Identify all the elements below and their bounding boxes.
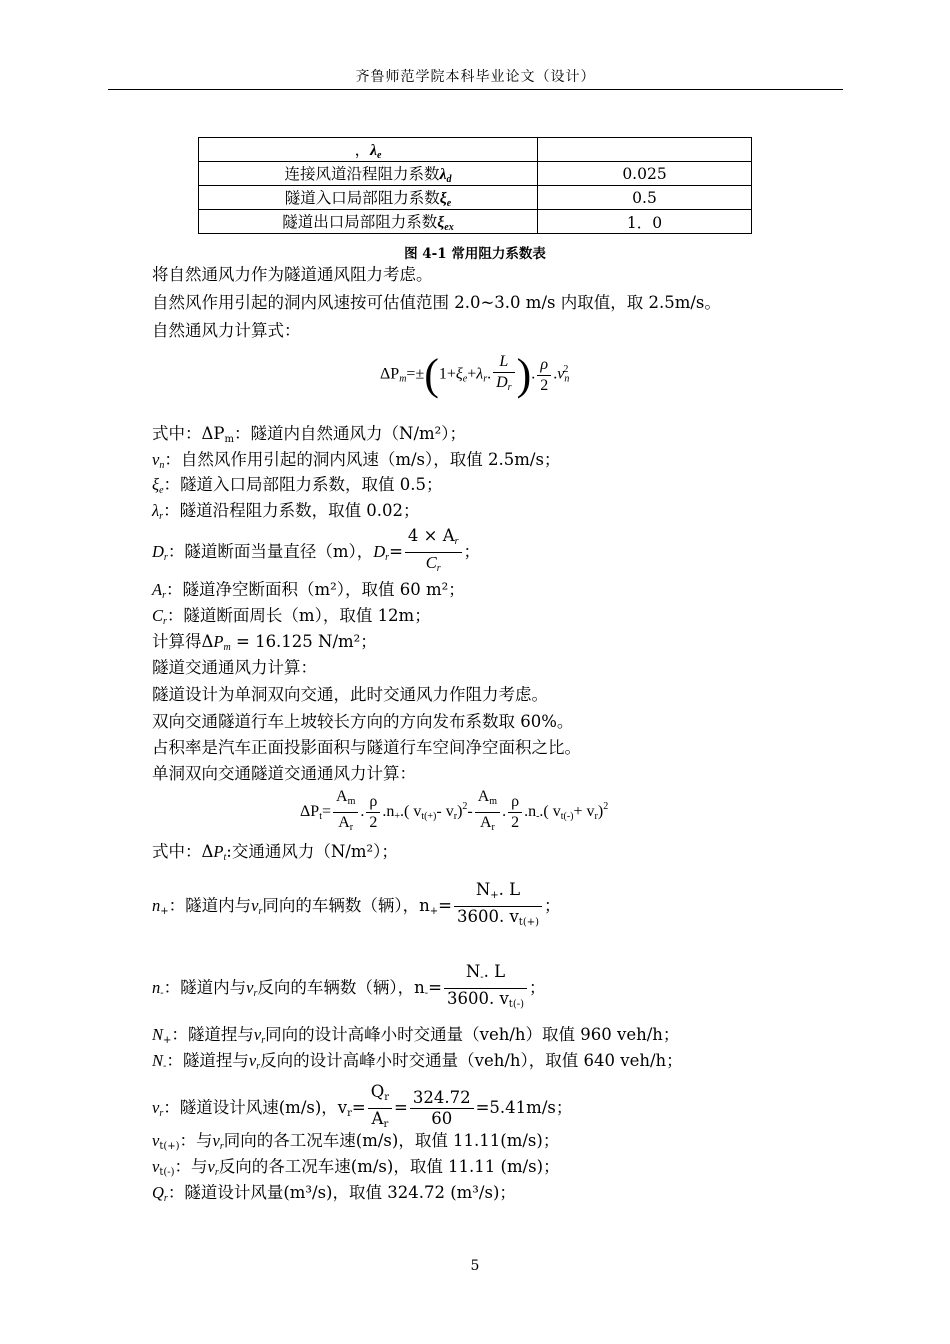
traffic-ventilation-formula: $\Delta P_t=$ $\frac{A_m}{A_r}$ . $\frac{\rho}{2}$ $.n_+$.( $v_{t(+)}-$ $v_r)^2-$ $\frac{A_m}{A_r}$ . $\frac{\rho}{2}$ $.n_-$.( $v_{t(-)}+ v_r)^2$ [300, 788, 609, 833]
definition-line: $\lambda_r$：隧道沿程阻力系数，取值 0.02； [152, 501, 420, 522]
definition-line: $N_+$：隧道捏与$v_r$同向的设计高峰小时交通量（veh/h）取值 960 veh/h； [152, 1025, 680, 1046]
paragraph: 双向交通隧道行车上坡较长方向的方向发布系数取 60%。 [152, 712, 574, 731]
natural-ventilation-formula: $\Delta P_m=\pm(1+\xi_e+\lambda_r$. $\frac{L}{D_r}$ ). $\frac{\rho}{2}$ $.v_n^2$ [380, 350, 570, 399]
definition-line: $v_{t(-)}$：与$v_r$反向的各工况车速(m/s)，取值 11.11 (m/s)； [152, 1157, 560, 1178]
page-header: 齐鲁师范学院本科毕业论文（设计） [355, 69, 596, 85]
header-rule [108, 89, 843, 90]
definition-line: $\xi_e$：隧道入口局部阻力系数，取值 0.5； [152, 475, 443, 496]
definition-line: $v_r$：隧道设计风速(m/s)，$v_r=$ $\frac{Q_r}{A_r}$ = $\frac{324.72}{60}$ =5.41m/s； [152, 1082, 573, 1130]
table-cell-label: 隧道出口局部阻力系数$\xi_{ex}$ [199, 210, 538, 234]
definition-line: $n_+$：隧道内与$v_r$同向的车辆数（辆），$n_+=$ $\frac{N_+. L}{3600. v_{t(+)}}$ ； [152, 880, 561, 928]
table-row [199, 138, 752, 162]
paragraph: 自然通风力计算式： [152, 321, 301, 340]
definition-line: 式中：$\Delta P_t$:交通通风力（N/m²）； [152, 842, 398, 863]
table-cell-value [538, 138, 752, 162]
table-cell-value: 0.025 [538, 162, 752, 186]
paragraph: 将自然通风力作为隧道通风阻力考虑。 [152, 265, 433, 284]
paragraph: 隧道交通通风力计算： [152, 658, 317, 677]
paragraph: 单洞双向交通隧道交通通风力计算： [152, 764, 416, 783]
paragraph: 隧道设计为单洞双向交通，此时交通风力作阻力考虑。 [152, 685, 548, 704]
paragraph: 自然风作用引起的洞内风速按可估值范围 2.0~3.0 m/s 内取值，取 2.5m/s。 [152, 293, 721, 312]
definition-line: $v_{t(+)}$：与$v_r$同向的各工况车速(m/s)，取值 11.11(m/s)； [152, 1131, 560, 1152]
definition-line: 计算得$\Delta P_m = 16.125$ N/m²； [152, 632, 377, 653]
definition-line: $A_r$：隧道净空断面积（m²），取值 60 m²； [152, 580, 465, 601]
definition-line: $n_-$：隧道内与$v_r$反向的车辆数（辆），$n_-=$ $\frac{N_-. L}{3600. v_{t(-)}}$ ； [152, 962, 546, 1010]
page-number: 5 [470, 1258, 480, 1274]
definition-line: $Q_r$：隧道设计风量(m³/s)，取值 324.72 (m³/s)； [152, 1183, 516, 1204]
definition-line: $C_r$：隧道断面周长（m），取值 12m； [152, 606, 431, 627]
table-cell-value: 0.5 [538, 186, 752, 210]
table-row [199, 210, 752, 234]
definition-line: $D_r$：隧道断面当量直径（m），$D_r=$ $\frac{4 \times A_r}{C_r}$ ； [152, 526, 481, 574]
paragraph: 占积率是汽车正面投影面积与隧道行车空间净空面积之比。 [152, 738, 581, 757]
definition-line: $N_-$：隧道捏与$v_r$反向的设计高峰小时交通量（veh/h），取值 640 veh/h； [152, 1051, 683, 1072]
definition-line: 式中：$\Delta P_m$：隧道内自然通风力（N/m²）； [152, 424, 467, 445]
table-row [199, 186, 752, 210]
table-row [199, 162, 752, 186]
definition-line: $v_n$：自然风作用引起的洞内风速（m/s），取值 2.5m/s； [152, 450, 561, 471]
table-cell-label: ，$\lambda_e$ [199, 138, 538, 162]
table-cell-label: 隧道入口局部阻力系数$\xi_e$ [199, 186, 538, 210]
table-cell-label: 连接风道沿程阻力系数$\lambda_d$ [199, 162, 538, 186]
table-caption: 图 4-1 常用阻力系数表 [404, 246, 546, 262]
resistance-coefficient-table [198, 137, 752, 234]
table-cell-value: 1．0 [538, 210, 752, 234]
